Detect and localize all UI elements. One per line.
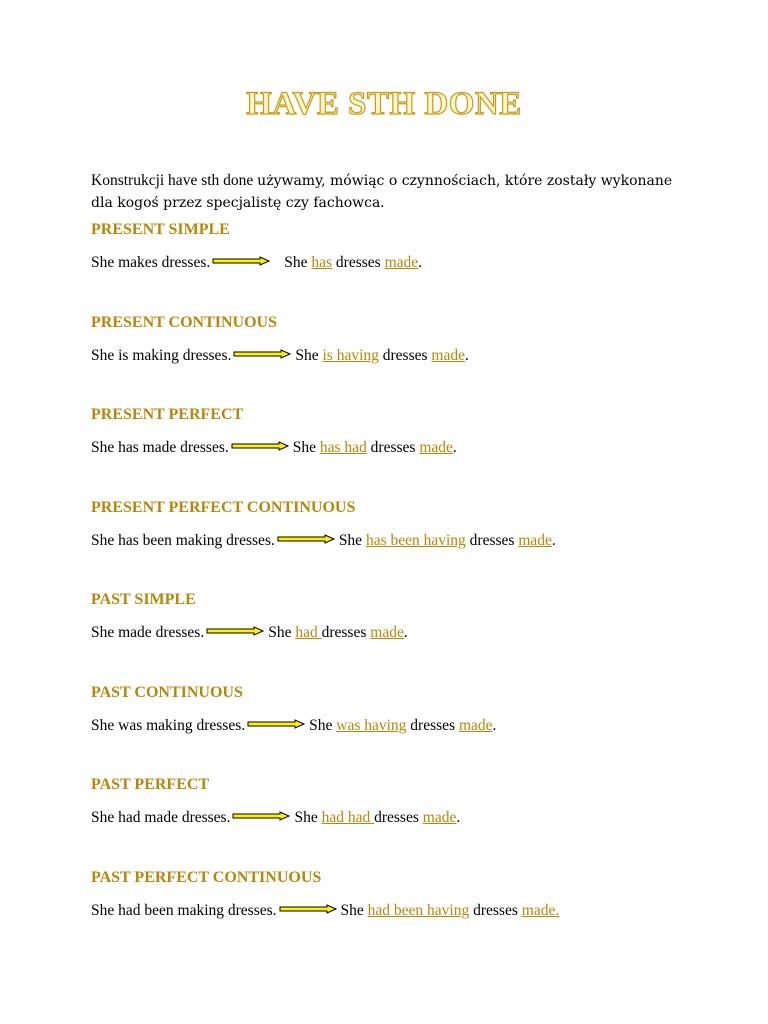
section-heading: PAST CONTINUOUS	[91, 684, 243, 701]
example-sentence	[91, 345, 469, 367]
subject: She	[338, 532, 363, 549]
example-sentence	[91, 437, 457, 459]
example-sentence	[91, 622, 408, 644]
example-sentence	[91, 715, 496, 737]
sentence-end: .	[418, 254, 423, 271]
section-present-perfect	[91, 405, 457, 459]
double-arrow-icon	[232, 811, 290, 821]
object: dresses	[469, 532, 515, 549]
example-sentence	[91, 252, 422, 274]
subject: She	[340, 902, 364, 919]
double-arrow-icon	[233, 349, 291, 359]
sentence-end: .	[403, 624, 408, 641]
auxiliary-verb: has been having	[365, 532, 466, 549]
past-participle: made	[384, 254, 419, 271]
subject: She	[284, 254, 308, 271]
section-heading: PRESENT CONTINUOUS	[91, 314, 277, 331]
sentence-end: .	[551, 532, 556, 549]
past-participle: made	[458, 717, 493, 734]
example-sentence	[91, 530, 556, 552]
sentence-end: .	[452, 439, 457, 456]
sentence-end: .	[492, 717, 497, 734]
base-sentence: She is making dresses.	[91, 347, 232, 364]
past-participle: made	[370, 624, 404, 641]
past-participle: made	[422, 809, 457, 826]
auxiliary-verb: is having	[322, 347, 379, 364]
double-arrow-icon	[247, 719, 305, 729]
subject: She	[294, 809, 318, 826]
section-heading: PAST PERFECT CONTINUOUS	[91, 869, 322, 886]
section-present-perfect-continuous	[91, 498, 556, 552]
base-sentence: She was making dresses.	[91, 717, 246, 734]
double-arrow-icon	[277, 534, 335, 544]
base-sentence: She had made dresses.	[91, 809, 231, 826]
intro-text-polish: używamy, mówiąc o czynnościach, które zostały wykonane dla kogoś przez specjalistę czy fachowca	[91, 173, 673, 211]
document-title: HAVE STH DONE	[246, 86, 522, 122]
section-present-simple	[91, 220, 422, 274]
past-participle: made	[431, 347, 465, 364]
subject: She	[292, 439, 316, 456]
section-heading: PAST PERFECT	[91, 776, 210, 793]
auxiliary-verb: had	[295, 624, 322, 641]
object: dresses	[321, 624, 367, 641]
sentence-end: .	[465, 347, 469, 364]
section-heading: PRESENT PERFECT	[91, 406, 244, 423]
section-past-perfect-continuous	[91, 868, 559, 922]
object: dresses	[473, 902, 518, 919]
section-past-perfect	[91, 775, 460, 829]
section-heading: PRESENT PERFECT CONTINUOUS	[91, 499, 356, 516]
auxiliary-verb: had been having	[367, 902, 470, 919]
intro-text-end: .	[380, 194, 385, 211]
past-participle: made	[419, 439, 453, 456]
auxiliary-verb: was having	[336, 717, 407, 734]
base-sentence: She has made dresses.	[91, 439, 229, 456]
subject: She	[295, 347, 319, 364]
subject: She	[268, 624, 292, 641]
double-arrow-icon	[231, 441, 289, 451]
base-sentence: She made dresses.	[91, 624, 205, 641]
example-sentence	[91, 807, 460, 829]
intro-text-start: Konstrukcji have sth done	[91, 172, 258, 189]
auxiliary-verb: had had	[321, 809, 375, 826]
section-past-simple	[91, 590, 408, 644]
section-heading: PAST SIMPLE	[91, 591, 196, 608]
object: dresses	[382, 347, 428, 364]
section-heading: PRESENT SIMPLE	[91, 221, 230, 238]
double-arrow-icon	[212, 256, 270, 266]
example-sentence	[91, 900, 559, 922]
object: dresses	[374, 809, 419, 826]
object: dresses	[370, 439, 416, 456]
base-sentence: She has been making dresses.	[91, 532, 275, 549]
sentence-end: .	[456, 809, 461, 826]
intro-paragraph	[91, 170, 691, 214]
past-participle: made.	[521, 902, 560, 919]
section-past-continuous	[91, 683, 496, 737]
base-sentence: She had been making dresses.	[91, 902, 277, 919]
past-participle: made	[518, 532, 552, 549]
subject: She	[309, 717, 333, 734]
object: dresses	[335, 254, 381, 271]
section-present-continuous	[91, 313, 469, 367]
double-arrow-icon	[206, 626, 264, 636]
object: dresses	[410, 717, 456, 734]
double-arrow-icon	[279, 904, 337, 914]
auxiliary-verb: has had	[319, 439, 367, 456]
auxiliary-verb: has	[311, 254, 333, 271]
base-sentence: She makes dresses.	[91, 254, 211, 271]
